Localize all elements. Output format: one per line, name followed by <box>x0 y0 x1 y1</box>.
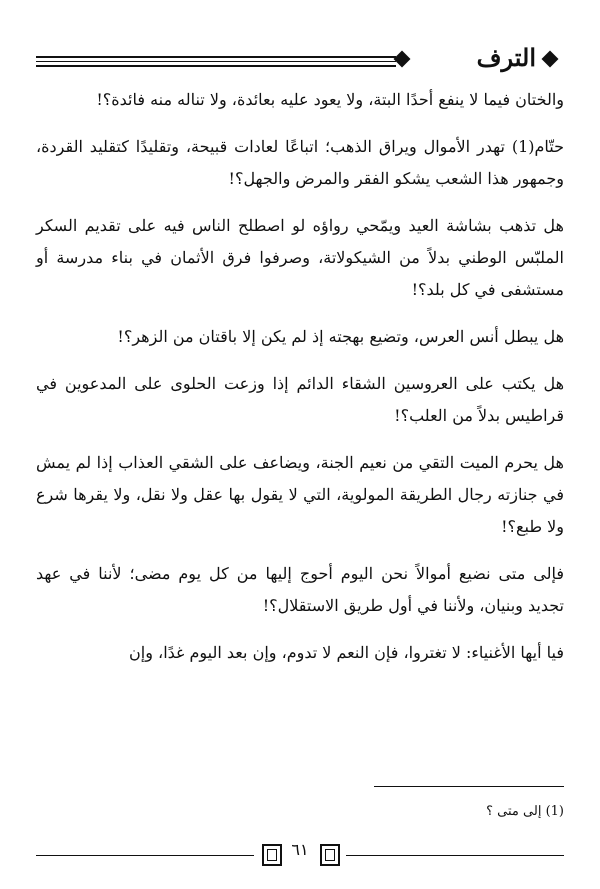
paragraph: هل يحرم الميت التقي من نعيم الجنة، ويضاعف على الشقي العذاب إذا لم يمش في جنازته رجال الطريقة المولوية، التي لا يقول بها عقل ولا نقل، ولا يقرها شرع ولا طبع؟! <box>36 453 564 536</box>
paragraph: هل تذهب بشاشة العيد ويمّحي رواؤه لو اصطلح الناس فيه على تقديم السكر الملبّس الوطني بدلاً من الشيكولاتة، وصرفوا فرق الأثمان في بناء مدرسة أو مستشفى في كل بلد؟! <box>36 216 564 299</box>
paragraph: والختان فيما لا ينفع أحدًا البتة، ولا يعود عليه بعائدة، ولا تناله منه فائدة؟! <box>96 90 564 109</box>
footnote: (1) إلى متى ؟ <box>486 804 564 819</box>
header-rule <box>36 65 396 67</box>
page-footer <box>36 836 564 872</box>
paragraph: هل يكتب على العروسين الشقاء الدائم إذا وزعت الحلوى على المدعوين في قراطيس بدلاً من العلب؟! <box>36 374 564 425</box>
header-rule <box>36 61 396 62</box>
page-number: ٦١ <box>291 840 309 859</box>
body-text <box>36 84 564 684</box>
diamond-ornament-icon <box>394 51 411 68</box>
header-rule <box>36 56 396 58</box>
paragraph: فيا أيها الأغنياء: لا تغتروا، فإن النعم لا تدوم، وإن بعد اليوم غدًا، وإن <box>129 643 564 662</box>
paragraph: حتّام(1) تهدر الأموال ويراق الذهب؛ اتباعًا لعادات قبيحة، وتقليدًا كتقليد القردة، وجمهور هذا الشعب يشكو الفقر والمرض والجهل؟! <box>36 137 564 188</box>
diamond-ornament-icon <box>542 51 559 68</box>
paragraph: فإلى متى نضيع أموالاً نحن اليوم أحوج إليها من كل يوم مضى؛ لأننا في عهد تجديد وبنيان، ولأننا في أول طريق الاستقلال؟! <box>36 564 564 615</box>
page-header <box>36 43 564 76</box>
paragraph: هل يبطل أنس العرس، وتضيع بهجته إذ لم يكن إلا باقتان من الزهر؟! <box>117 327 564 346</box>
chapter-title: الترف <box>476 43 536 72</box>
footnote-separator <box>374 786 564 787</box>
